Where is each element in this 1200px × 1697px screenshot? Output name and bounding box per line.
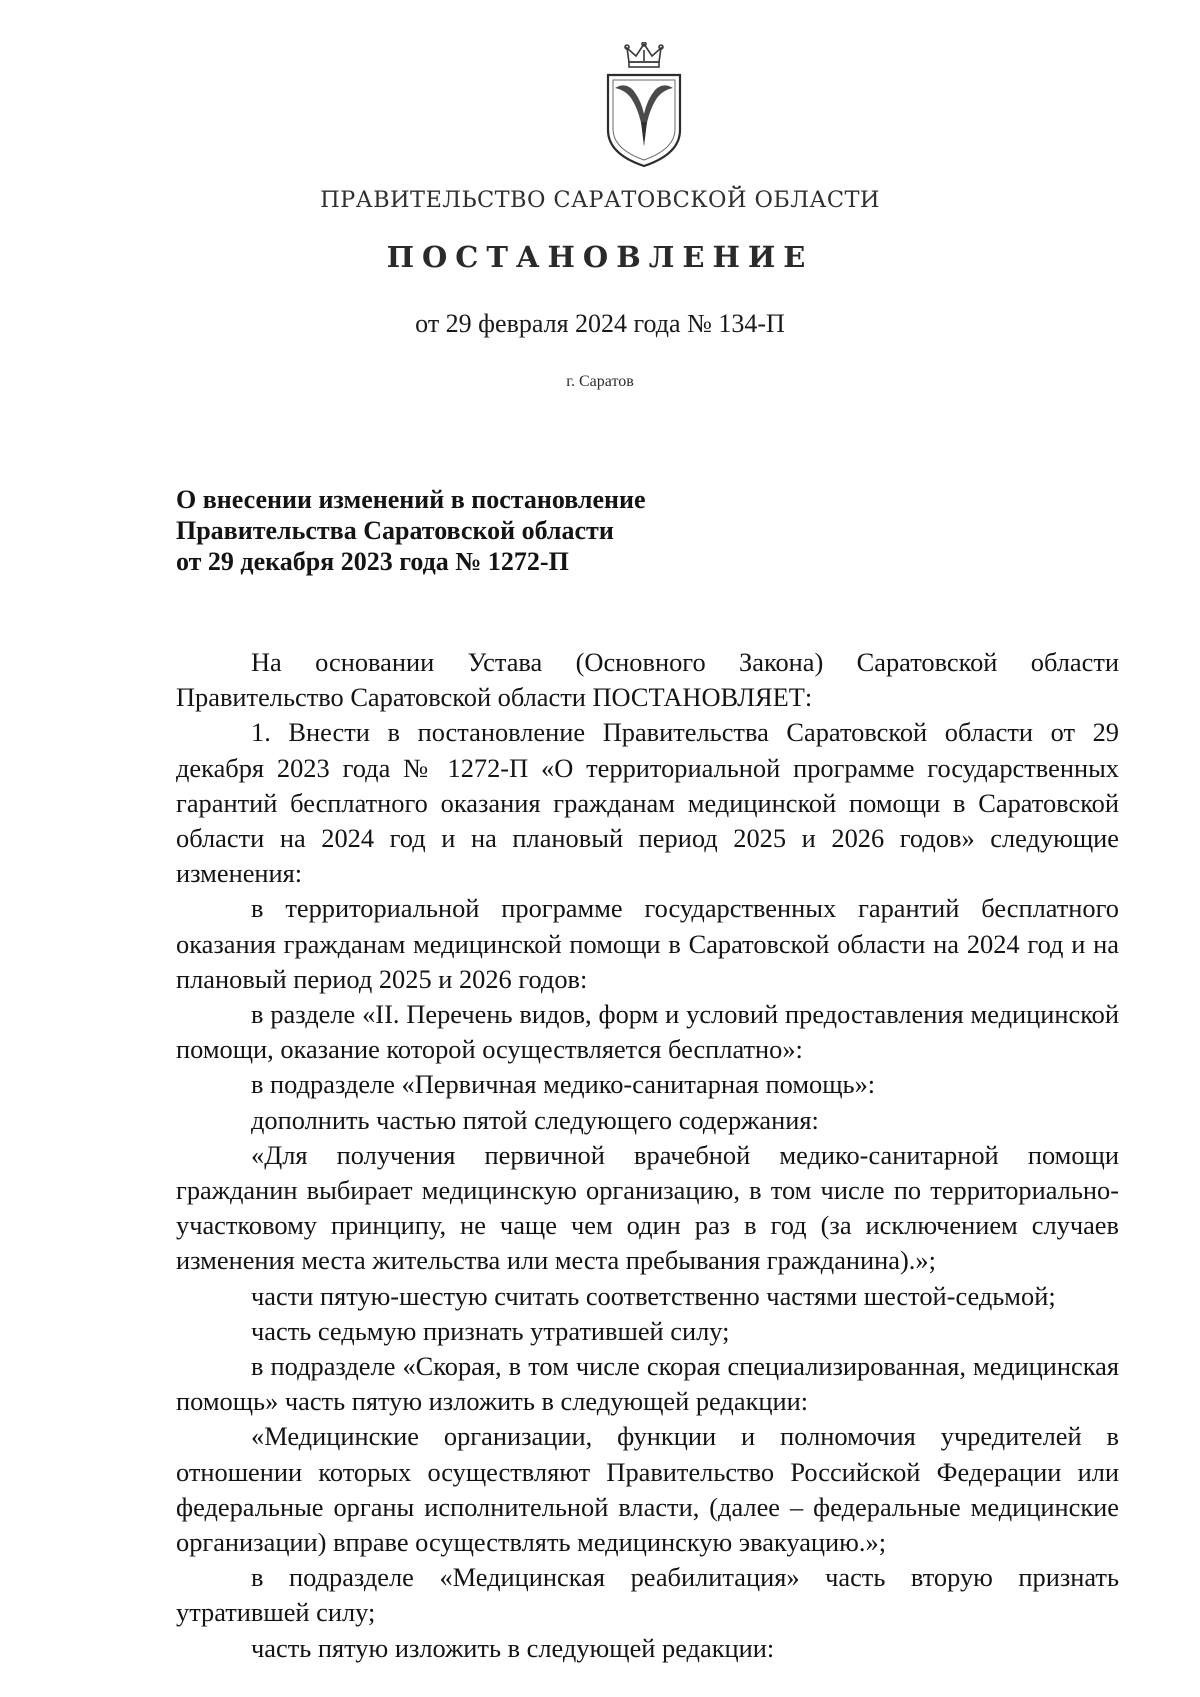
body-paragraph: «Для получения первичной врачебной медико-санитарной помощи гражданин выбирает медицинскую организацию, в том числе по территориально-участковому принципу, не чаще чем один раз в год (за исключением случаев изменения места жительства или места пребывания гражданина).»; [176, 1139, 1119, 1276]
document-subject [176, 484, 876, 577]
document-body [176, 645, 1119, 1666]
body-paragraph: «Медицинские организации, функции и полномочия учредителей в отношении которых осуществляют Правительство Российской Федерации или федеральные органы исполнительной власти, (далее – федеральные медицинские организации) вправе осуществлять медицинскую эвакуацию.»; [176, 1421, 1119, 1558]
body-paragraph: часть пятую изложить в следующей редакции: [251, 1632, 775, 1663]
body-paragraph: дополнить частью пятой следующего содержания: [251, 1104, 819, 1135]
body-paragraph: в подразделе «Скорая, в том числе скорая специализированная, медицинская помощь» часть пятую изложить в следующей редакции: [176, 1351, 1119, 1417]
body-paragraph: 1. Внести в постановление Правительства Саратовской области от 29 декабря 2023 года № 1272-П «О территориальной программе государственных гарантий бесплатного оказания гражданам медицинской помощи в Саратовской области на 2024 год и на плановый период 2025 и 2026 годов» следующие изменения: [176, 717, 1119, 889]
subject-line: Правительства Саратовской области [176, 516, 614, 545]
body-paragraph: На основании Устава (Основного Закона) Саратовской области Правительство Саратовской области ПОСТАНОВЛЯЕТ: [176, 647, 1119, 713]
body-paragraph: части пятую-шестую считать соответственно частями шестой-седьмой; [251, 1280, 1056, 1311]
body-paragraph: в подразделе «Первичная медико-санитарная помощь»: [251, 1069, 876, 1100]
body-paragraph: в территориальной программе государственных гарантий бесплатного оказания гражданам медицинской помощи в Саратовской области на 2024 год и на плановый период 2025 и 2026 годов: [176, 893, 1119, 994]
document-type-title: ПОСТАНОВЛЕНИЕ [386, 240, 814, 274]
body-paragraph: в подразделе «Медицинская реабилитация» часть вторую признать утратившей силу; [176, 1562, 1119, 1628]
subject-line: от 29 декабря 2023 года № 1272-П [176, 547, 569, 576]
government-name: ПРАВИТЕЛЬСТВО САРАТОВСКОЙ ОБЛАСТИ [320, 187, 880, 213]
document-date-number: от 29 февраля 2024 года № 134-П [415, 309, 785, 338]
document-city: г. Саратов [566, 373, 634, 390]
subject-line: О внесении изменений в постановление [176, 485, 646, 514]
body-paragraph: часть седьмую признать утратившей силу; [251, 1315, 730, 1346]
saratov-coat-of-arms-icon [603, 42, 685, 170]
body-paragraph: в разделе «II. Перечень видов, форм и условий предоставления медицинской помощи, оказание которой осуществляется бесплатно»: [176, 999, 1119, 1065]
